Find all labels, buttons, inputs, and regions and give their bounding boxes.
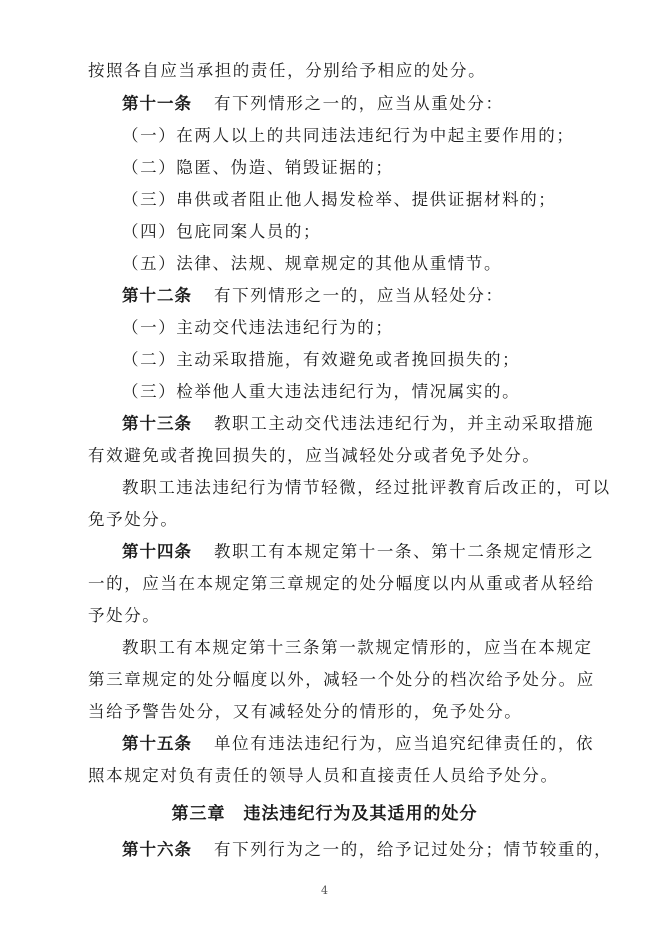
text-line [88,766,608,786]
text-line [88,670,608,690]
text-line [88,510,608,530]
line-text: （二）隐匿、伪造、销毁证据的； [122,158,394,177]
line-text: （一）主动交代违法违纪行为的； [122,318,394,337]
line-text: （四）包庇同案人员的； [122,222,322,241]
line-text: （五）法律、法规、规章规定的其他从重情节。 [122,254,503,273]
line-text: 一的，应当在本规定第三章规定的处分幅度以内从重或者从轻给 [88,574,595,593]
text-line [122,318,608,338]
article-11-line [122,94,608,114]
article-12-label: 第十二条 [122,286,192,305]
article-16-line [122,840,613,860]
line-text: 有下列情形之一的，应当从轻处分： [214,286,504,305]
article-12-line [122,286,608,306]
line-text: （二）主动采取措施，有效避免或者挽回损失的； [122,350,521,369]
text-line [122,638,608,658]
article-15-label: 第十五条 [122,734,192,753]
text-line [122,158,608,178]
text-line [88,606,608,626]
text-line [122,478,611,498]
text-line [122,254,608,274]
article-11-label: 第十一条 [122,94,192,113]
line-text: 按照各自应当承担的责任，分别给予相应的处分。 [88,61,487,80]
text-line [122,222,608,242]
line-text: 教职工违法违纪行为情节轻微，经过批评教育后改正的，可以 [122,478,611,497]
page-number: 4 [321,884,328,897]
line-text: 单位有违法违纪行为，应当追究纪律责任的，依 [214,734,595,753]
article-14-line [122,542,608,562]
line-text: （一）在两人以上的共同违法违纪行为中起主要作用的； [122,126,575,145]
text-line [88,574,608,594]
article-14-label: 第十四条 [122,542,192,561]
line-text: 有效避免或者挽回损失的，应当减轻处分或者免予处分。 [88,446,541,465]
line-text: 教职工有本规定第十一条、第十二条规定情形之 [214,542,595,561]
article-16-label: 第十六条 [122,840,192,859]
text-line [122,350,608,370]
chapter-heading: 第三章 违法违纪行为及其适用的处分 [171,804,478,824]
article-13-label: 第十三条 [122,414,192,433]
line-text: 当给予警告处分，又有减轻处分的情形的，免予处分。 [88,702,523,721]
article-13-line [122,414,608,434]
line-text: 第三章规定的处分幅度以外，减轻一个处分的档次给予处分。应 [88,670,595,689]
line-text: （三）检举他人重大违法违纪行为，情况属实的。 [122,382,521,401]
line-text: 教职工主动交代违法违纪行为，并主动采取措施 [214,414,595,433]
text-line [88,702,608,722]
text-line [88,446,608,466]
line-text: 照本规定对负有责任的领导人员和直接责任人员给予处分。 [88,766,559,785]
text-line [88,61,608,81]
line-text: 有下列行为之一的，给予记过处分；情节较重的， [214,840,613,859]
article-15-line [122,734,608,754]
line-text: 免予处分。 [88,510,179,529]
line-text: 有下列情形之一的，应当从重处分： [214,94,504,113]
text-line [122,126,608,146]
text-line [122,382,608,402]
line-text: （三）串供或者阻止他人揭发检举、提供证据材料的； [122,190,557,209]
text-line [122,190,608,210]
line-text: 教职工有本规定第十三条第一款规定情形的，应当在本规定 [122,638,593,657]
line-text: 予处分。 [88,606,161,625]
